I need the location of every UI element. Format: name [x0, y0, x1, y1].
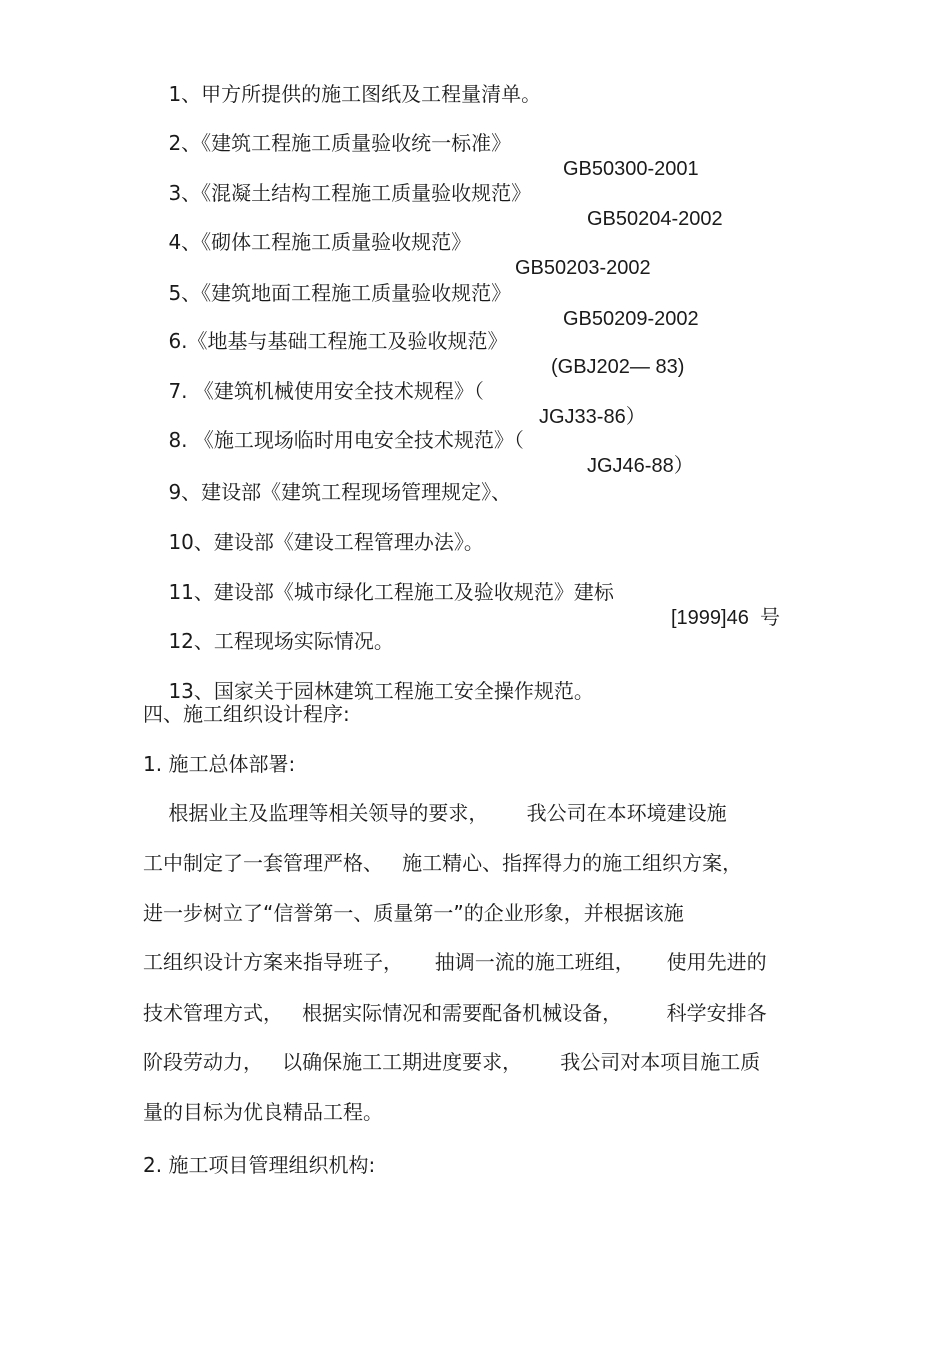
- reference-text: 11、建设部《城市绿化工程施工及验收规范》建标: [168, 580, 614, 604]
- reference-text: 3、《混凝土结构工程施工质量验收规范》: [168, 181, 532, 205]
- reference-text: 2、《建筑工程施工质量验收统一标准》: [168, 131, 512, 155]
- reference-text: 4、《砌体工程施工质量验收规范》: [168, 230, 472, 254]
- paragraph-line: 工中制定了一套管理严格、 施工精心、指挥得力的施工组织方案，: [143, 851, 743, 875]
- subsection-heading-1: 1. 施工总体部署:: [143, 752, 296, 776]
- section-heading: 四、施工组织设计程序:: [143, 702, 350, 726]
- reference-text: 10、建设部《建设工程管理办法》。: [168, 530, 484, 554]
- standard-code: GB50300-2001: [563, 158, 699, 180]
- standard-code: GB50209-2002: [563, 308, 699, 330]
- standard-code: JGJ33-86）: [539, 406, 646, 428]
- reference-text: 1、甲方所提供的施工图纸及工程量清单。: [168, 82, 542, 106]
- paragraph-line: 量的目标为优良精品工程。: [143, 1100, 383, 1124]
- standard-code: JGJ46-88）: [587, 455, 694, 477]
- standard-code: GB50204-2002: [587, 208, 723, 230]
- reference-text: 8. 《施工现场临时用电安全技术规范》（: [168, 428, 524, 452]
- standard-code: (GBJ202— 83): [551, 356, 685, 378]
- standard-code: GB50203-2002: [515, 257, 651, 279]
- reference-text: 13、国家关于园林建筑工程施工安全操作规范。: [168, 679, 594, 703]
- paragraph-line: 阶段劳动力， 以确保施工工期进度要求， 我公司对本项目施工质: [143, 1050, 761, 1074]
- standard-code: [1999]46 号: [671, 607, 780, 629]
- reference-text: 12、工程现场实际情况。: [168, 629, 394, 653]
- paragraph-line: 进一步树立了“信誉第一、质量第一”的企业形象，并根据该施: [143, 901, 684, 925]
- deployment-paragraph: [143, 800, 803, 1130]
- paragraph-line: 工组织设计方案来指导班子， 抽调一流的施工班组， 使用先进的: [143, 950, 767, 974]
- subsection-heading-2: 2. 施工项目管理组织机构:: [143, 1153, 376, 1177]
- paragraph-line: 技术管理方式， 根据实际情况和需要配备机械设备， 科学安排各: [143, 1001, 767, 1025]
- reference-text: 7. 《建筑机械使用安全技术规程》（: [168, 379, 484, 403]
- paragraph-line: 根据业主及监理等相关领导的要求， 我公司在本环境建设施: [143, 801, 727, 825]
- reference-text: 5、《建筑地面工程施工质量验收规范》: [168, 281, 512, 305]
- reference-text: 6.《地基与基础工程施工及验收规范》: [168, 329, 508, 353]
- reference-text: 9、建设部《建筑工程现场管理规定》、: [168, 480, 512, 504]
